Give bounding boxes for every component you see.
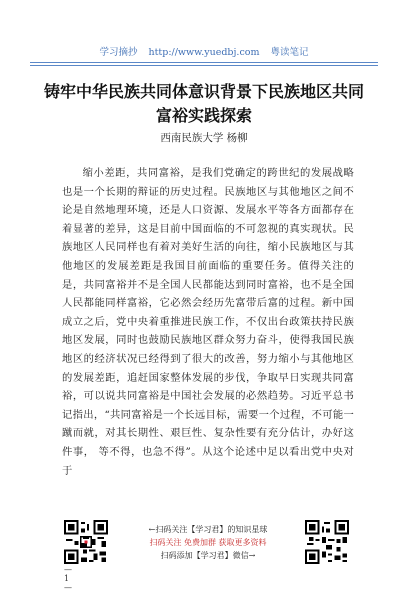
promo-join-group: 扫码关注 免费加群 获取更多资料 xyxy=(149,538,267,547)
qr-code-icon xyxy=(305,520,349,564)
qr-code-icon xyxy=(64,520,108,564)
article-title: 铸牢中华民族共同体意识背景下民族地区共同富裕实践探索 xyxy=(43,82,364,125)
header-rule-thin xyxy=(30,65,378,66)
article-author: 西南民族大学 杨柳 xyxy=(160,132,248,144)
site-slogan: 粤读笔记 xyxy=(270,47,309,58)
site-header xyxy=(30,44,378,58)
promo-add-wechat: 扫码添加【学习君】微信→ xyxy=(160,551,256,560)
header-rule xyxy=(30,62,378,63)
promo-follow-planet: ←扫码关注【学习君】的知识星球 xyxy=(148,525,268,534)
page-number: — 1 — xyxy=(64,565,72,592)
article-body: 缩小差距，共同富裕，是我们党确定的跨世纪的发展战略也是一个长期的辩证的历史过程。民族地区与其他地区之间不论是自然地理环境，还是人口资源、发展水平等各方面都存在着显著的差异，这是目前中国面临的不可忽视的真实现状。民族地区人民同样也有着对美好生活的向往，缩小民族地区与其他地区的发展差距是我国目前面临的重要任务。值得关注的是，共同富裕并不是全国人民都能达到同时富裕，也不是全国人民都能同样富裕，它必然会经历先富带后富的过程。新中国成立之后，党中央着重推进民族工作，不仅出台政策扶持民族地区发展，同时也鼓励民族地区群众努力奋斗，使得我国民族地区的经济状况已经得到了很大的改善，努力缩小与其他地区的发展差距，追赶国家整体发展的步伐，争取早日实现共同富裕，可以说共同富裕是中国社会发展的必然趋势。习近平总书记指出，“共同富裕是一个长远目标，需要一个过程，不可能一蹴而就，对其长期性、艰巨性、复杂性要有充分估计，办好这件事， 等不得，也急不得”。从这个论述中足以看出党中央对于 xyxy=(62,167,354,477)
site-name: 学习摘抄 xyxy=(99,47,138,58)
site-url[interactable]: http://www.yuedbj.com xyxy=(148,47,260,58)
